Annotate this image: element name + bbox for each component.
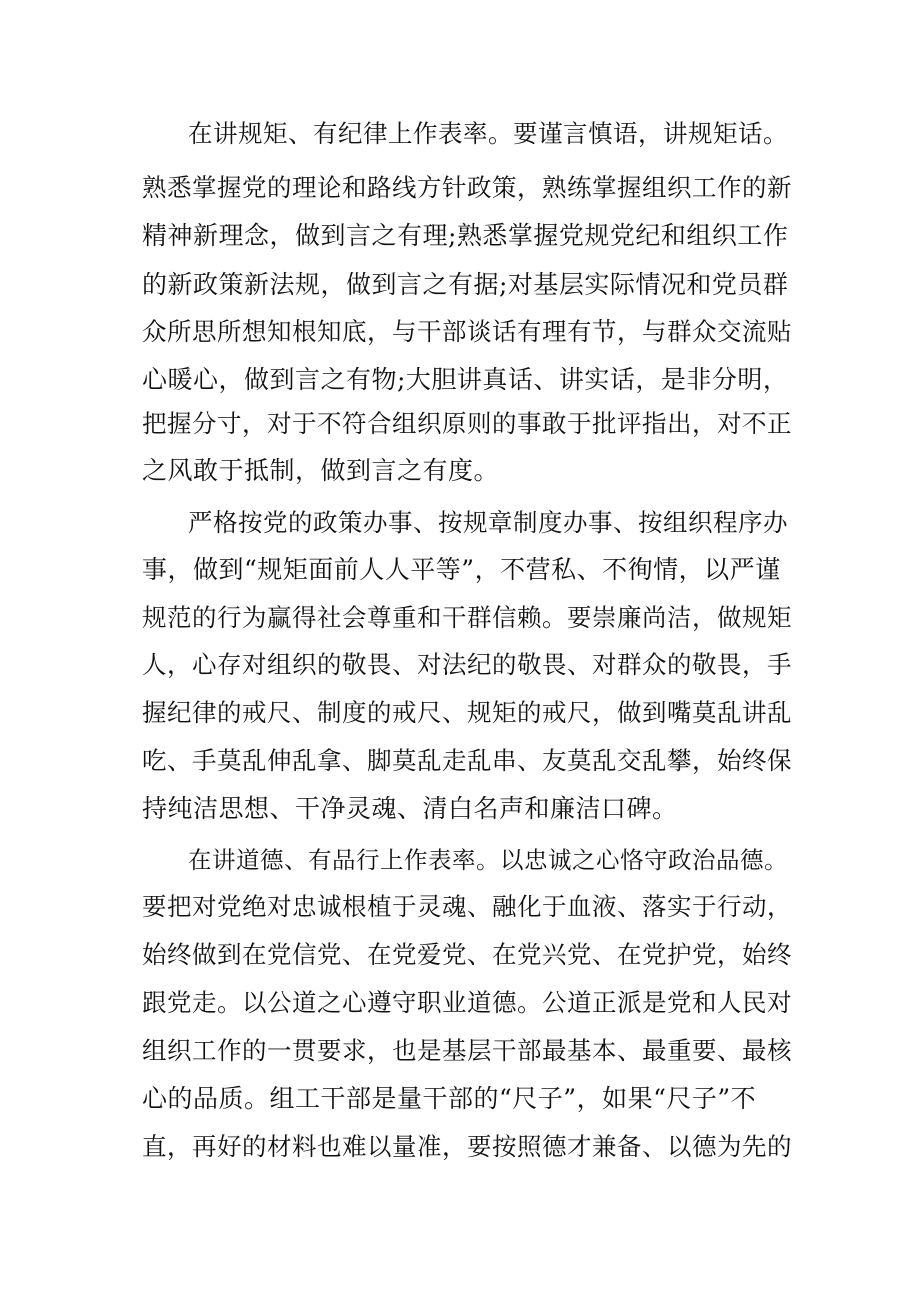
paragraph-line: 心暖心，做到言之有物;大胆讲真话、讲实话，是非分明，	[142, 365, 789, 394]
paragraph-line: 握纪律的戒尺、制度的戒尺、规矩的戒尺，做到嘴莫乱讲乱	[142, 698, 792, 727]
paragraph-line: 众所思所想知根知底，与干部谈话有理有节，与群众交流贴	[142, 317, 792, 346]
paragraph-line: 跟党走。以公道之心遵守职业道德。公道正派是党和人民对	[142, 988, 792, 1017]
paragraph-line: 心的品质。组工干部是量干部的“尺子”，如果“尺子”不	[142, 1084, 757, 1113]
paragraph-line: 持纯洁思想、干净灵魂、清白名声和廉洁口碑。	[142, 794, 678, 823]
paragraph-line: 之风敢于抵制，做到言之有度。	[142, 456, 500, 485]
paragraph-line: 始终做到在党信党、在党爱党、在党兴党、在党护党，始终	[142, 940, 792, 969]
paragraph-line: 组织工作的一贯要求，也是基层干部最基本、最重要、最核	[142, 1036, 792, 1065]
paragraph-line: 吃、手莫乱伸乱拿、脚莫乱走乱串、友莫乱交乱攀，始终保	[142, 746, 792, 775]
paragraph-line: 把握分寸，对于不符合组织原则的事敢于批评指出，对不正	[142, 409, 792, 438]
paragraph-line: 在讲道德、有品行上作表率。以忠诚之心恪守政治品德。	[188, 846, 788, 874]
paragraph-line: 人，心存对组织的敬畏、对法纪的敬畏、对群众的敬畏，手	[142, 650, 792, 679]
paragraph-line: 熟悉掌握党的理论和路线方针政策，熟练掌握组织工作的新	[142, 173, 792, 202]
paragraph-line: 直，再好的材料也难以量准，要按照德才兼备、以德为先的	[142, 1132, 792, 1161]
paragraph-line: 规范的行为赢得社会尊重和干群信赖。要崇廉尚洁，做规矩	[142, 603, 792, 632]
paragraph-line: 的新政策新法规，做到言之有据;对基层实际情况和党员群	[142, 270, 789, 299]
paragraph-line: 在讲规矩、有纪律上作表率。要谨言慎语，讲规矩话。	[188, 119, 788, 148]
paragraph-line: 要把对党绝对忠诚根植于灵魂、融化于血液、落实于行动，	[142, 892, 792, 921]
paragraph-line: 精神新理念，做到言之有理;熟悉掌握党规党纪和组织工作	[142, 221, 789, 250]
paragraph-line: 事，做到“规矩面前人人平等”，不营私、不徇情，以严谨	[142, 555, 781, 584]
paragraph-line: 严格按党的政策办事、按规章制度办事、按组织程序办	[188, 508, 788, 537]
